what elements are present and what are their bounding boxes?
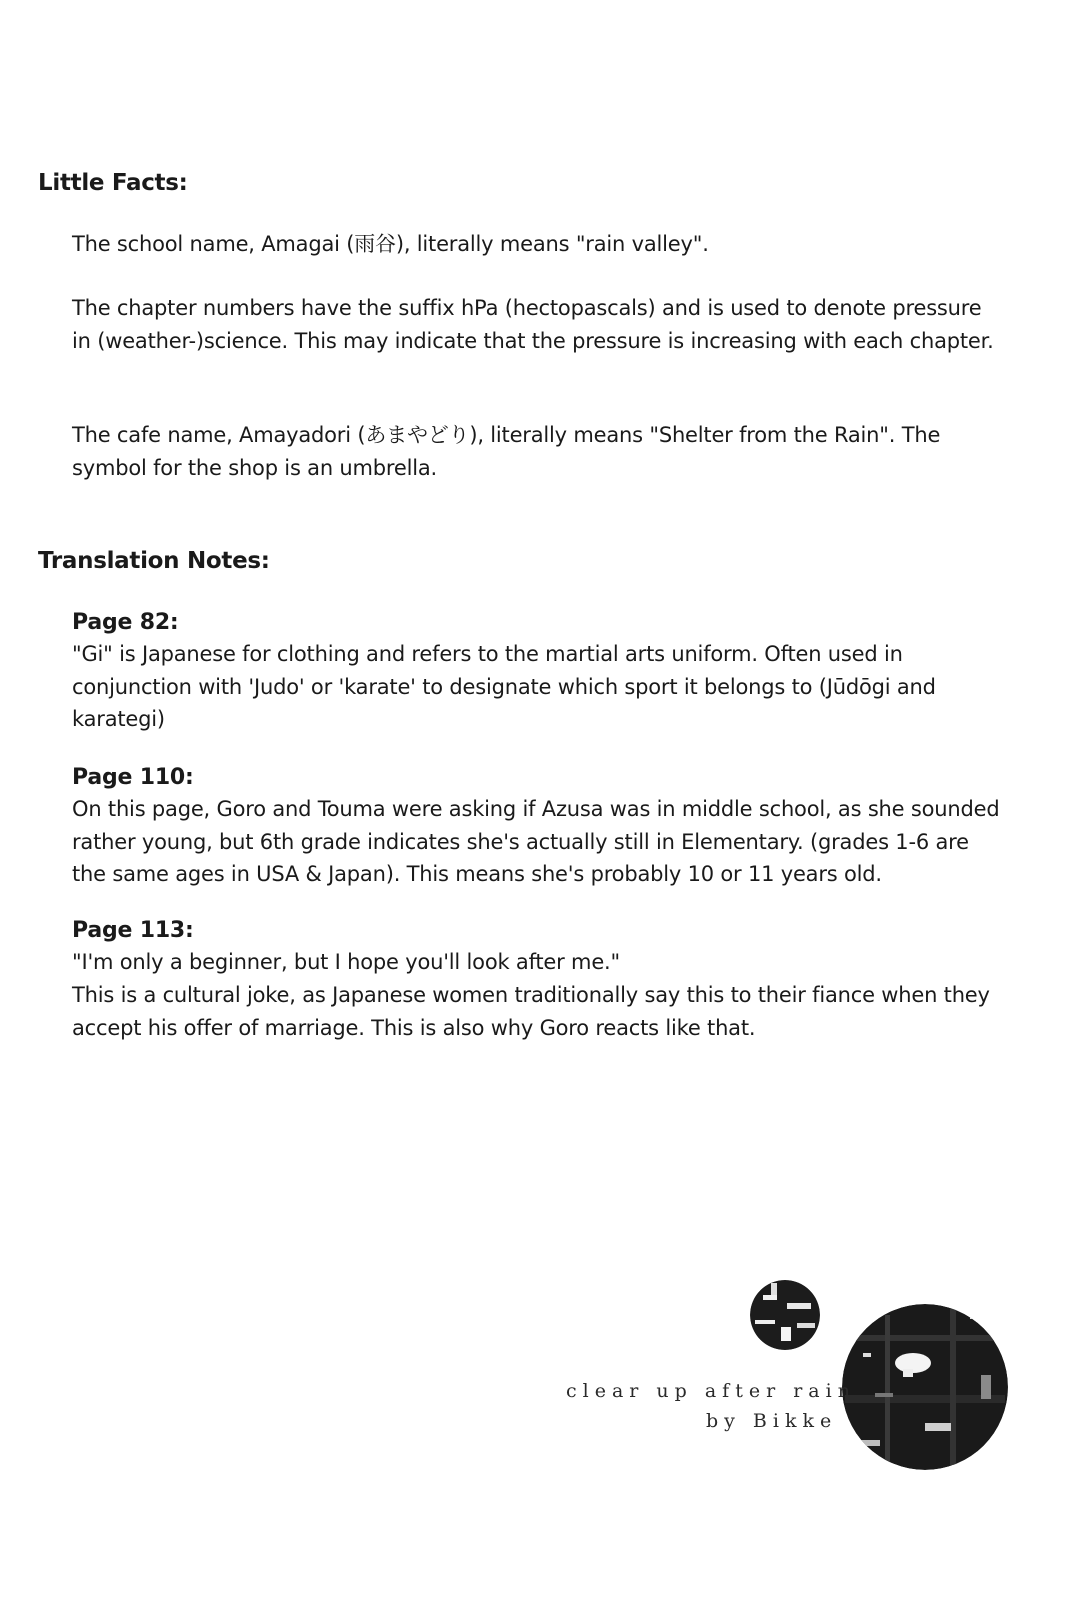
fact-school-name: The school name, Amagai (雨谷), literally means "rain valley". <box>72 232 709 256</box>
signature-author: by Bikke <box>706 1410 838 1432</box>
fact-chapter-numbers: The chapter numbers have the suffix hPa (hectopascals) and is used to denote pressure in (weather-)science. This may indicate that the pressure is increasing with each chapter. <box>72 296 994 353</box>
translation-notes-heading: Translation Notes: <box>38 548 270 574</box>
note-page-113-text: This is a cultural joke, as Japanese women traditionally say this to their fiance when they accept his offer of marriage. This is also why Goro reacts like that. <box>72 983 990 1040</box>
note-page-82-heading: Page 82: <box>72 610 179 635</box>
fact-cafe-name: The cafe name, Amayadori (あまやどり), literally means "Shelter from the Rain". The symbol for the shop is an umbrella. <box>72 423 941 480</box>
note-page-113-heading: Page 113: <box>72 918 194 943</box>
note-page-82-text: "Gi" is Japanese for clothing and refers to the martial arts uniform. Often used in conjunction with 'Judo' or 'karate' to designate which sport it belongs to (Jūdōgi and karategi) <box>72 642 936 731</box>
rain-circles-logo-graphic <box>745 1275 1025 1475</box>
note-page-110-heading: Page 110: <box>72 765 194 790</box>
note-page-113-quote: "I'm only a beginner, but I hope you'll look after me." <box>72 950 620 974</box>
rain-circles-logo <box>745 1275 1025 1479</box>
little-facts-heading: Little Facts: <box>38 170 188 196</box>
note-page-110-text: On this page, Goro and Touma were asking if Azusa was in middle school, as she sounded rather young, but 6th grade indicates she's actually still in Elementary. (grades 1-6 are the same ages in USA & Japan). This means she's probably 10 or 11 years old. <box>72 797 1000 886</box>
signature-title: clear up after rain <box>566 1380 856 1402</box>
